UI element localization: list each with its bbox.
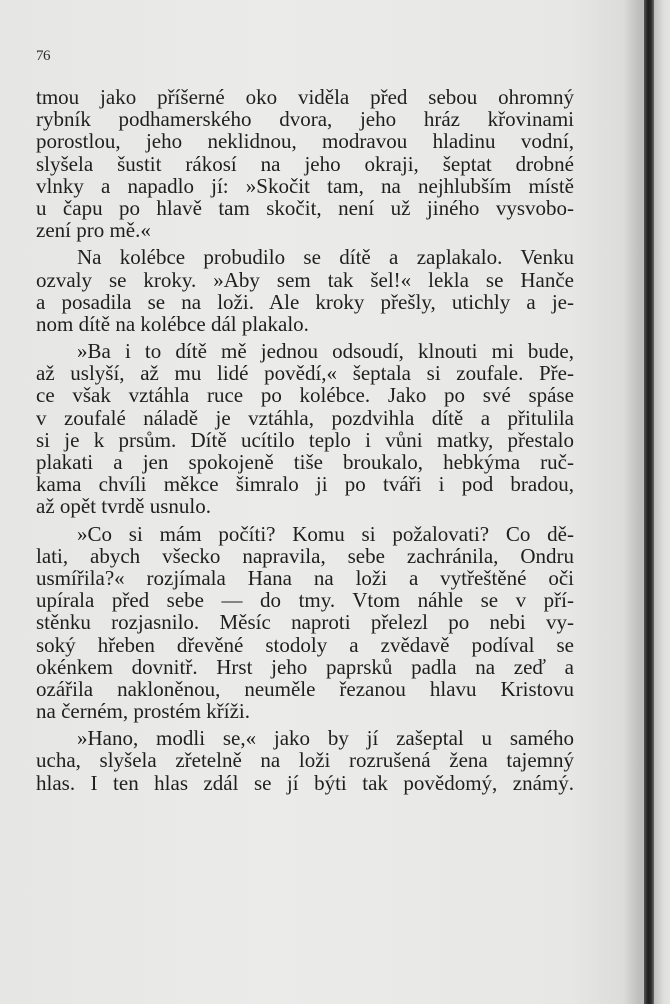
text-line: porostlou, jeho neklidnou, modravou hladinu vodní, [36,129,574,154]
paragraph-5 [36,727,574,794]
text-line: lati, abych všecko napravila, sebe zachránila, Ondru [36,543,574,568]
text-line: »Ba i to dítě mě jednou odsoudí, klnouti mi bude, [77,339,574,364]
text-line: vlnky a napadlo jí: »Skočit tam, na nejhlubším místě [36,173,574,198]
text-line: upírala před sebe — do tmy. Vtom náhle se v pří- [36,588,574,613]
text-line: plakati a jen spokojeně tiše broukalo, hebkýma ruč- [36,450,574,474]
text-line: »Hano, modli se,« jako by jí zašeptal u samého [77,726,574,751]
text-line: na černém, prostém kříži. [36,699,250,724]
paragraph-2 [36,246,574,335]
text-line: okénkem dovnitř. Hrst jeho paprsků padla na zeď a [36,654,574,679]
page-number: 76 [36,48,50,64]
book-binding-edge [644,0,654,1004]
text-line: až opět tvrdě usnulo. [36,494,211,519]
text-line: hlas. I ten hlas zdál se jí býti tak povědomý, známý. [36,770,574,795]
text-line: kama chvíli měkce šimralo ji po tváři i pod bradou, [36,472,574,497]
text-line: ozvaly se kroky. »Aby sem tak šel!« lekla se Hanče [36,267,574,292]
paragraph-1 [36,86,574,241]
text-line: v zoufalé náladě je vztáhla, pozdvihla dítě a přitulila [36,405,574,430]
text-line: zení pro mě.« [36,218,151,243]
text-line: »Co si mám počíti? Komu si požalovati? Co dě- [77,521,574,546]
paragraph-3 [36,340,574,518]
text-line: u čapu po hlavě tam skočit, není už jiného vysvobo- [36,195,574,220]
text-line: usmířila?« rozjímala Hana na loži a vytřeštěné oči [36,565,574,590]
text-line: nom dítě na kolébce dál plakalo. [36,311,309,336]
text-line: ozářila nakloněnou, neuměle řezanou hlavu Kristovu [36,676,574,701]
text-line: slyšela šustit rákosí na jeho okraji, šeptat drobné [36,151,574,176]
text-line: a posadila se na loži. Ale kroky přešly, utichly a je- [36,289,574,314]
text-line: soký hřeben dřevěné stodoly a zvědavě podíval se [36,632,574,657]
text-line: ucha, slyšela zřetelně na loži rozrušená žena tajemný [36,748,574,773]
adjacent-page-edge [654,0,670,1004]
text-line: si je k prsům. Dítě ucítilo teplo i vůni matky, přestalo [36,427,574,452]
text-line: rybník podhamerského dvora, jeho hráz křovinami [36,107,574,132]
text-line: až uslyší, až mu lidé povědí,« šeptala si zoufale. Pře- [36,361,574,386]
text-line: Na kolébce probudilo se dítě a zaplakalo. Venku [77,245,574,270]
paragraph-4 [36,523,574,723]
text-line: stěnku rozjasnilo. Měsíc naproti přelezl po nebi vy- [36,610,574,635]
text-line: ce však vztáhla ruce po kolébce. Jako po své spáse [36,383,574,408]
text-line: tmou jako příšerné oko viděla před sebou ohromný [36,85,574,109]
text-body [36,86,574,794]
